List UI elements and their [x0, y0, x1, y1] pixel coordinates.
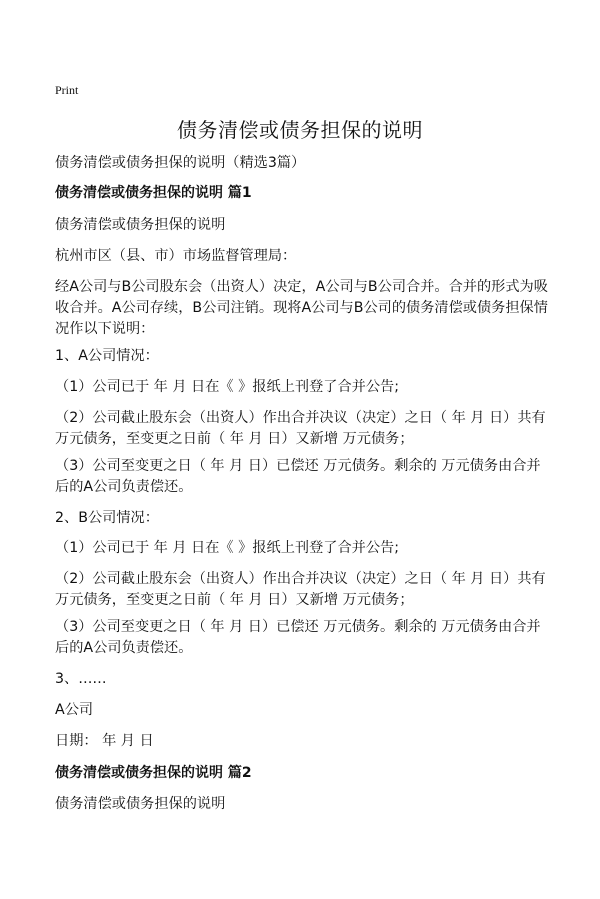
- intro-paragraph: 经A公司与B公司股东会（出资人）决定，A公司与B公司合并。合并的形式为吸收合并。A公司存续，B公司注销。现将A公司与B公司的债务清偿或债务担保情况作以下说明：: [55, 279, 548, 337]
- company-b-item-2: （2）公司截止股东会（出资人）作出合并决议（决定）之日（ 年 月 日）共有 万元债务，至变更之日前（ 年 月 日）又新增 万元债务；: [55, 571, 546, 608]
- page-title: 债务清偿或债务担保的说明: [177, 118, 423, 142]
- company-a-item-1: （1）公司已于 年 月 日在《 》报纸上刊登了合并公告;: [55, 379, 399, 395]
- company-signature: A公司: [55, 702, 94, 718]
- section2-heading: 债务清偿或债务担保的说明 篇2: [55, 765, 252, 781]
- company-a-item-3: （3）公司至变更之日（ 年 月 日）已偿还 万元债务。剩余的 万元债务由合并后的A公司负责偿还。: [55, 458, 541, 495]
- print-label: Print: [55, 83, 79, 97]
- date-line: 日期： 年 月 日: [55, 733, 154, 749]
- addressee-paragraph: 杭州市区（县、市）市场监督管理局：: [55, 248, 297, 264]
- company-b-item-1: （1）公司已于 年 月 日在《 》报纸上刊登了合并公告;: [55, 540, 399, 556]
- item-3-ellipsis: 3、……: [55, 671, 107, 687]
- company-a-heading: 1、A公司情况：: [55, 348, 159, 364]
- section1-heading: 债务清偿或债务担保的说明 篇1: [55, 185, 252, 201]
- company-b-heading: 2、B公司情况：: [55, 510, 159, 526]
- document-subtitle: 债务清偿或债务担保的说明（精选3篇）: [55, 155, 306, 171]
- company-b-item-3: （3）公司至变更之日（ 年 月 日）已偿还 万元债务。剩余的 万元债务由合并后的A公司负责偿还。: [55, 619, 541, 656]
- doc-title-paragraph-2: 债务清偿或债务担保的说明: [55, 796, 226, 812]
- company-a-item-2: （2）公司截止股东会（出资人）作出合并决议（决定）之日（ 年 月 日）共有 万元债务，至变更之日前（ 年 月 日）又新增 万元债务；: [55, 410, 546, 447]
- doc-title-paragraph: 债务清偿或债务担保的说明: [55, 217, 226, 233]
